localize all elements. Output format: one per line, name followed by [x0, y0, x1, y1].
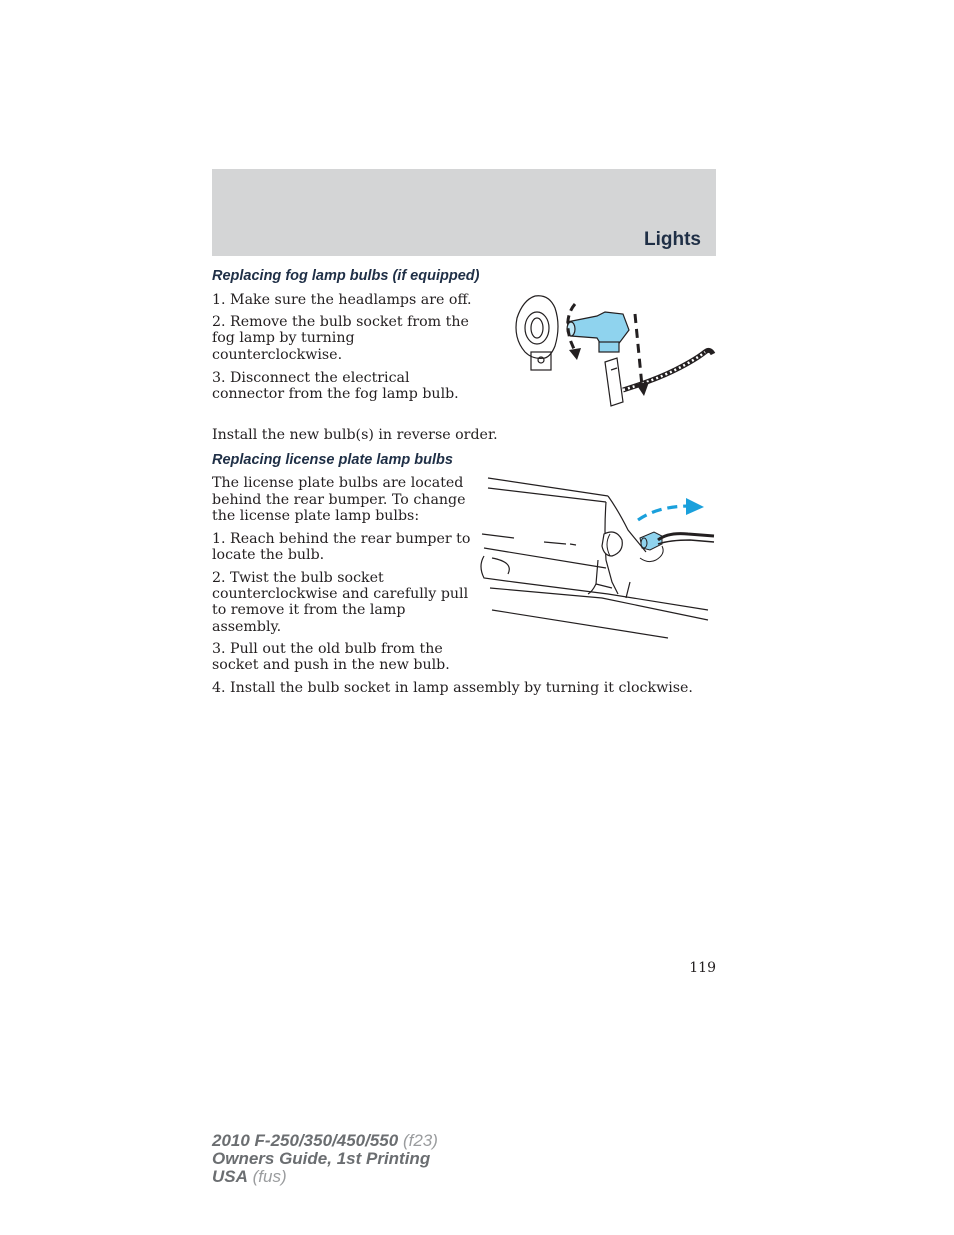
license-step-2-line-4: assembly.	[212, 619, 282, 635]
license-step-2-line-2: counterclockwise and carefully pull	[212, 586, 469, 602]
footer-region: USA	[212, 1167, 248, 1186]
license-step-3-line-2: socket and push in the new bulb.	[212, 657, 450, 673]
license-intro-line-2: behind the rear bumper. To change	[212, 492, 466, 508]
footer-line-3	[212, 1168, 438, 1186]
license-step-2-line-3: to remove it from the lamp	[212, 602, 406, 618]
fog-step-2-line-3: counterclockwise.	[212, 347, 343, 363]
license-intro-line-1: The license plate bulbs are located	[212, 475, 464, 491]
footer-line-2	[212, 1150, 438, 1168]
license-intro-line-3: the license plate lamp bulbs:	[212, 508, 420, 524]
fog-step-3-line-1: 3. Disconnect the electrical	[212, 370, 410, 386]
fog-step-2-line-1: 2. Remove the bulb socket from the	[212, 314, 469, 330]
license-step-3-line-1: 3. Pull out the old bulb from the	[212, 641, 443, 657]
footer-model: 2010 F-250/350/450/550	[212, 1131, 399, 1150]
license-plate-illustration	[478, 470, 716, 645]
fog-lamp-heading: Replacing fog lamp bulbs (if equipped)	[212, 268, 480, 284]
license-step-1-line-2: locate the bulb.	[212, 547, 325, 563]
license-step-4: 4. Install the bulb socket in lamp assembly by turning it clockwise.	[212, 680, 693, 696]
chapter-title: Lights	[644, 229, 701, 250]
footer-model-code: (f23)	[402, 1131, 438, 1150]
header-band	[212, 169, 716, 256]
fog-step-2-line-2: fog lamp by turning	[212, 330, 355, 346]
fog-step-3-line-2: connector from the fog lamp bulb.	[212, 386, 459, 402]
license-step-1-line-1: 1. Reach behind the rear bumper to	[212, 531, 471, 547]
footer	[212, 1132, 438, 1186]
license-plate-heading: Replacing license plate lamp bulbs	[212, 452, 453, 468]
license-step-2-line-1: 2. Twist the bulb socket	[212, 570, 384, 586]
footer-region-code: (fus)	[252, 1167, 287, 1186]
page-number: 119	[689, 960, 716, 976]
fog-install-note: Install the new bulb(s) in reverse order.	[212, 427, 498, 443]
fog-step-1: 1. Make sure the headlamps are off.	[212, 292, 472, 308]
footer-guide: Owners Guide, 1st Printing	[212, 1149, 431, 1168]
fog-lamp-illustration	[505, 290, 720, 415]
footer-line-1	[212, 1132, 438, 1150]
